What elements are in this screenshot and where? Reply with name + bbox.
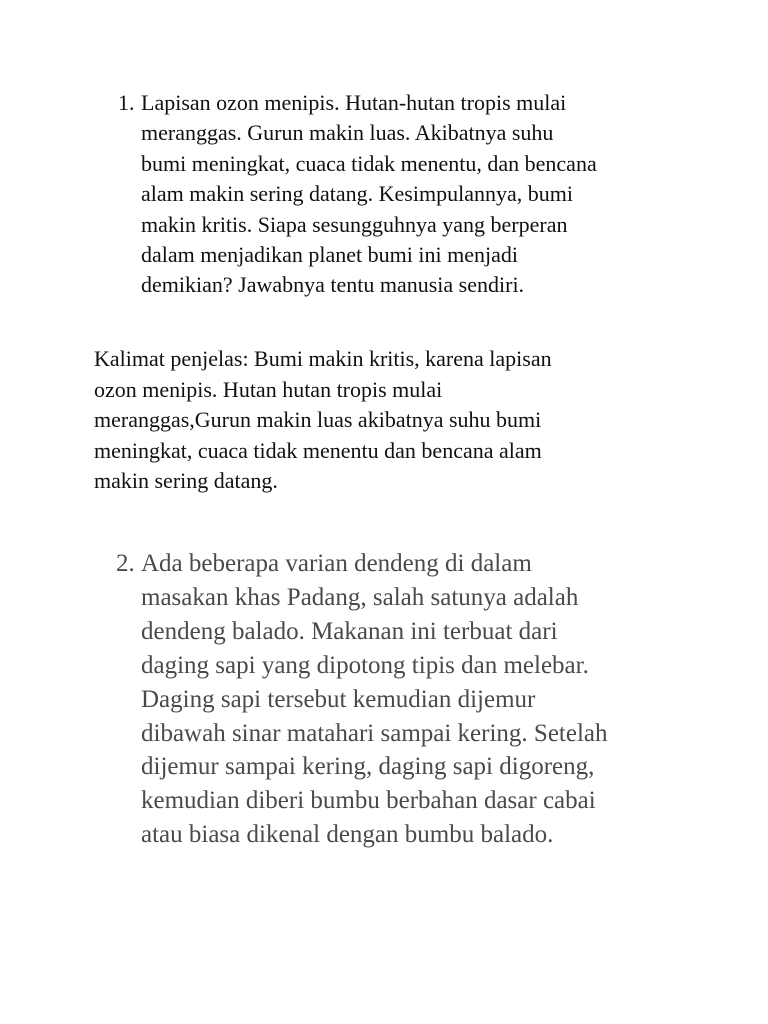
text-line: demikian? Jawabnya tentu manusia sendiri. [141,272,525,298]
text-line: alam makin sering datang. Kesimpulannya, bumi [141,181,573,207]
text-line: dalam menjadikan planet bumi ini menjadi [141,242,518,268]
list-item-2-text [141,547,691,852]
list-item-1 [118,88,678,301]
text-line: dijemur sampai kering, daging sapi digoreng, [141,753,595,781]
list-item-1-text [141,88,678,301]
text-line: meningkat, cuaca tidak menentu dan bencana alam [94,437,542,463]
text-line: makin kritis. Siapa sesungguhnya yang berperan [141,211,568,237]
text-line: Ada beberapa varian dendeng di dalam [141,550,532,577]
text-line: Lapisan ozon menipis. Hutan-hutan tropis mulai [141,90,567,115]
text-line: Daging sapi tersebut kemudian dijemur [141,685,536,713]
text-line: dendeng balado. Makanan ini terbuat dari [141,617,558,645]
list-number-2: 2. [116,550,135,577]
text-line: masakan khas Padang, salah satunya adalah [141,583,579,611]
explanation-paragraph [94,344,654,497]
text-line: Kalimat penjelas: Bumi makin kritis, karena lapisan [94,346,552,371]
text-line: atau biasa dikenal dengan bumbu balado. [141,821,554,849]
text-line: bumi meningkat, cuaca tidak menentu, dan bencana [141,150,597,176]
list-item-2 [116,547,691,852]
text-line: ozon menipis. Hutan hutan tropis mulai [94,376,443,402]
text-line: kemudian diberi bumbu berbahan dasar cabai [141,787,596,815]
text-line: meranggas. Gurun makin luas. Akibatnya suhu [141,120,554,146]
text-line: dibawah sinar matahari sampai kering. Setelah [141,719,608,747]
text-line: meranggas,Gurun makin luas akibatnya suhu bumi [94,407,542,433]
text-line: makin sering datang. [94,468,278,494]
text-line: daging sapi yang dipotong tipis dan melebar. [141,651,589,679]
list-number-1: 1. [118,90,135,115]
